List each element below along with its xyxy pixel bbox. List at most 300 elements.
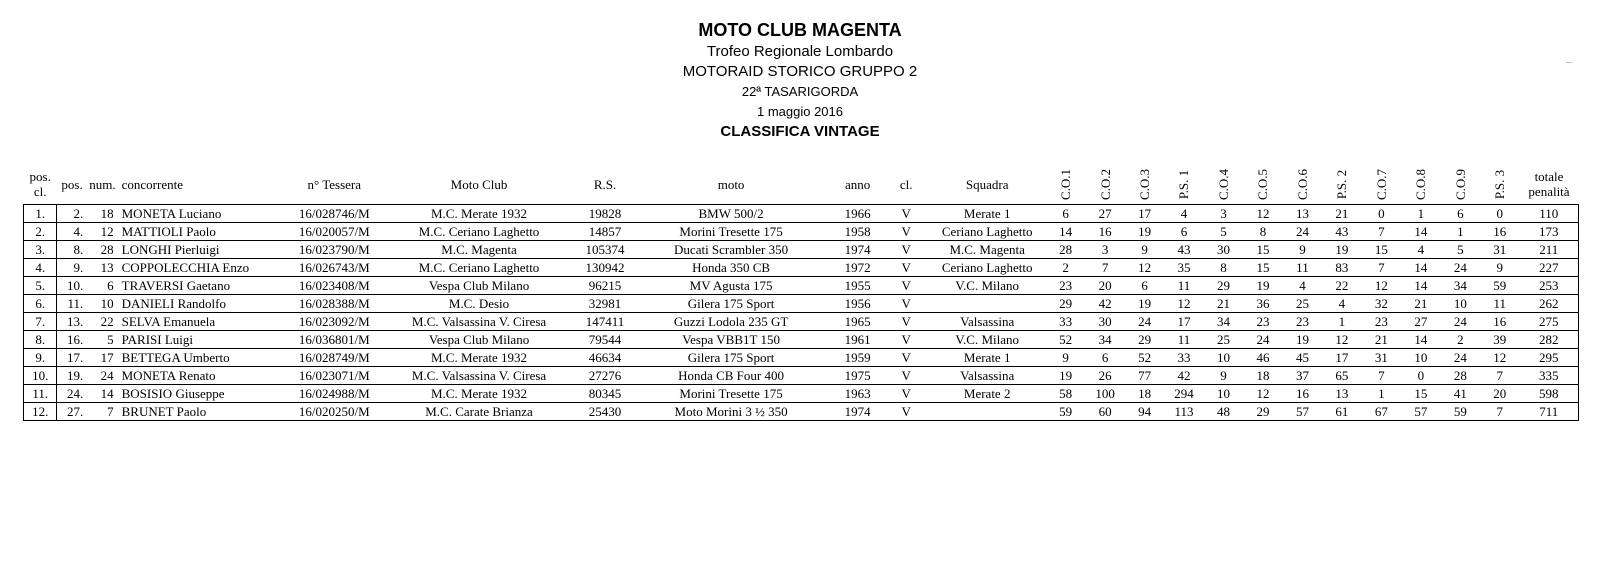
cell-co2: 6 [1085,349,1124,367]
cell-num: 13 [87,259,117,277]
cell-ps3: 39 [1480,331,1519,349]
cell-co6: 19 [1283,331,1322,349]
cell-co4: 30 [1204,241,1243,259]
cell-moto-club: M.C. Valsassina V. Ciresa [379,313,579,331]
cell-ps1: 12 [1164,295,1203,313]
cell-anno: 1955 [831,277,884,295]
edge-mark [1566,62,1572,63]
cell-rs: 32981 [579,295,631,313]
cell-ps3: 59 [1480,277,1519,295]
cell-anno: 1975 [831,367,884,385]
cell-pos-cl: 1. [24,205,57,223]
cell-co4: 8 [1204,259,1243,277]
cell-moto: Morini Tresette 175 [631,223,831,241]
cell-totale: 173 [1520,223,1579,241]
cell-ps2: 83 [1322,259,1361,277]
cell-co3: 12 [1125,259,1164,277]
cell-co9: 10 [1441,295,1480,313]
cell-moto-club: M.C. Merate 1932 [379,205,579,223]
cell-co3: 17 [1125,205,1164,223]
cell-pos-cl: 9. [24,349,57,367]
cell-totale: 253 [1520,277,1579,295]
cell-co9: 5 [1441,241,1480,259]
cell-co4: 25 [1204,331,1243,349]
cell-ps2: 43 [1322,223,1361,241]
col-co5: C.O.5 [1255,168,1271,200]
cell-ps1: 6 [1164,223,1203,241]
cell-moto-club: M.C. Ceriano Laghetto [379,259,579,277]
cell-co8: 14 [1401,223,1440,241]
col-co9: C.O.9 [1452,168,1468,200]
cell-ps3: 16 [1480,313,1519,331]
cell-co3: 94 [1125,403,1164,421]
cell-ps2: 13 [1322,385,1361,403]
cell-ps1: 113 [1164,403,1203,421]
cell-cl: V [884,241,929,259]
cell-tessera: 16/020250/M [290,403,379,421]
cell-co4: 34 [1204,313,1243,331]
col-co6: C.O.6 [1294,168,1310,200]
cell-co8: 14 [1401,277,1440,295]
cell-co7: 32 [1362,295,1401,313]
cell-anno: 1956 [831,295,884,313]
cell-co8: 14 [1401,331,1440,349]
cell-cl: V [884,331,929,349]
edition-subtitle: 22ª TASARIGORDA [741,84,859,99]
cell-ps2: 22 [1322,277,1361,295]
cell-co7: 15 [1362,241,1401,259]
cell-pos-cl: 5. [24,277,57,295]
classification-title: CLASSIFICA VINTAGE [720,123,880,140]
cell-co7: 7 [1362,223,1401,241]
cell-moto: MV Agusta 175 [631,277,831,295]
col-pos-cl: pos. cl. [29,169,51,199]
cell-ps2: 65 [1322,367,1361,385]
cell-num: 6 [87,277,117,295]
cell-anno: 1961 [831,331,884,349]
col-cl: cl. [899,176,913,192]
cell-ps1: 294 [1164,385,1203,403]
cell-ps1: 17 [1164,313,1203,331]
table-row [24,313,1579,331]
cell-squadra: V.C. Milano [928,331,1045,349]
table-row [24,241,1579,259]
cell-totale: 275 [1520,313,1579,331]
cell-co7: 67 [1362,403,1401,421]
cell-moto: Moto Morini 3 ½ 350 [631,403,831,421]
cell-co4: 21 [1204,295,1243,313]
table-header [24,164,1579,205]
cell-co3: 9 [1125,241,1164,259]
document-header [0,18,1600,142]
cell-tessera: 16/028749/M [290,349,379,367]
club-title: MOTO CLUB MAGENTA [698,20,902,40]
cell-co8: 0 [1401,367,1440,385]
col-co2: C.O.2 [1097,168,1113,200]
cell-ps2: 1 [1322,313,1361,331]
cell-tessera: 16/023790/M [290,241,379,259]
cell-cl: V [884,205,929,223]
cell-co3: 52 [1125,349,1164,367]
cell-ps2: 17 [1322,349,1361,367]
cell-totale: 282 [1520,331,1579,349]
cell-co7: 7 [1362,259,1401,277]
cell-num: 14 [87,385,117,403]
cell-cl: V [884,295,929,313]
cell-cl: V [884,367,929,385]
col-moto: moto [717,176,745,192]
cell-tessera: 16/028388/M [290,295,379,313]
cell-rs: 14857 [579,223,631,241]
cell-co3: 18 [1125,385,1164,403]
cell-ps2: 61 [1322,403,1361,421]
cell-anno: 1966 [831,205,884,223]
cell-moto: Honda 350 CB [631,259,831,277]
cell-ps3: 7 [1480,403,1519,421]
cell-co1: 58 [1046,385,1085,403]
cell-pos: 17. [57,349,87,367]
table-row [24,295,1579,313]
cell-pos: 9. [57,259,87,277]
cell-co5: 12 [1243,205,1282,223]
cell-co1: 52 [1046,331,1085,349]
cell-squadra: Merate 1 [928,205,1045,223]
col-concorrente: concorrente [121,176,183,192]
col-co4: C.O.4 [1216,168,1231,200]
cell-ps3: 7 [1480,367,1519,385]
cell-co6: 24 [1283,223,1322,241]
cell-pos-cl: 11. [24,385,57,403]
cell-co2: 16 [1085,223,1124,241]
cell-ps2: 4 [1322,295,1361,313]
cell-ps1: 33 [1164,349,1203,367]
cell-ps3: 0 [1480,205,1519,223]
cell-moto: Gilera 175 Sport [631,295,831,313]
cell-squadra [928,403,1045,421]
col-co1: C.O.1 [1058,168,1074,200]
col-co7: C.O.7 [1373,168,1389,200]
table-row [24,403,1579,421]
cell-moto: Honda CB Four 400 [631,367,831,385]
cell-num: 12 [87,223,117,241]
cell-squadra: Merate 2 [928,385,1045,403]
cell-co1: 14 [1046,223,1085,241]
col-totale: totale penalità [1528,169,1570,199]
cell-anno: 1965 [831,313,884,331]
cell-co3: 29 [1125,331,1164,349]
cell-concorrente: LONGHI Pierluigi [118,241,290,259]
cell-concorrente: SELVA Emanuela [118,313,290,331]
table-row [24,223,1579,241]
cell-concorrente: BOSISIO Giuseppe [118,385,290,403]
cell-co6: 13 [1283,205,1322,223]
cell-concorrente: COPPOLECCHIA Enzo [118,259,290,277]
cell-co1: 59 [1046,403,1085,421]
cell-co9: 41 [1441,385,1480,403]
cell-ps3: 12 [1480,349,1519,367]
cell-concorrente: MATTIOLI Paolo [118,223,290,241]
cell-concorrente: MONETA Renato [118,367,290,385]
cell-concorrente: MONETA Luciano [118,205,290,223]
table-row [24,259,1579,277]
cell-totale: 262 [1520,295,1579,313]
results-table [23,164,1579,421]
cell-co1: 29 [1046,295,1085,313]
cell-rs: 130942 [579,259,631,277]
cell-co4: 48 [1204,403,1243,421]
cell-co7: 1 [1362,385,1401,403]
cell-rs: 46634 [579,349,631,367]
cell-moto-club: M.C. Merate 1932 [379,385,579,403]
cell-pos-cl: 8. [24,331,57,349]
cell-co1: 23 [1046,277,1085,295]
cell-co1: 33 [1046,313,1085,331]
cell-co6: 9 [1283,241,1322,259]
cell-cl: V [884,259,929,277]
cell-moto-club: M.C. Carate Brianza [379,403,579,421]
cell-ps2: 21 [1322,205,1361,223]
cell-moto-club: M.C. Valsassina V. Ciresa [379,367,579,385]
cell-co2: 7 [1085,259,1124,277]
cell-co7: 31 [1362,349,1401,367]
cell-num: 18 [87,205,117,223]
cell-moto-club: M.C. Merate 1932 [379,349,579,367]
table-row [24,205,1579,223]
cell-tessera: 16/023071/M [290,367,379,385]
cell-co8: 10 [1401,349,1440,367]
cell-co4: 10 [1204,349,1243,367]
event-date: 1 maggio 2016 [756,104,843,119]
cell-co6: 37 [1283,367,1322,385]
cell-co5: 15 [1243,241,1282,259]
cell-co9: 59 [1441,403,1480,421]
cell-num: 7 [87,403,117,421]
cell-pos-cl: 4. [24,259,57,277]
cell-pos-cl: 2. [24,223,57,241]
col-rs: R.S. [593,176,617,192]
cell-co5: 19 [1243,277,1282,295]
cell-ps3: 11 [1480,295,1519,313]
cell-ps3: 20 [1480,385,1519,403]
cell-ps3: 16 [1480,223,1519,241]
cell-ps1: 4 [1164,205,1203,223]
cell-co5: 46 [1243,349,1282,367]
cell-rs: 80345 [579,385,631,403]
cell-ps1: 11 [1164,277,1203,295]
cell-co6: 4 [1283,277,1322,295]
cell-ps1: 35 [1164,259,1203,277]
cell-cl: V [884,313,929,331]
col-pos: pos. [61,176,83,192]
cell-moto-club: Vespa Club Milano [379,331,579,349]
cell-moto: Gilera 175 Sport [631,349,831,367]
table-body [24,205,1579,421]
cell-ps1: 11 [1164,331,1203,349]
cell-squadra: M.C. Magenta [928,241,1045,259]
col-moto-club: Moto Club [450,176,508,192]
cell-pos-cl: 10. [24,367,57,385]
cell-tessera: 16/024988/M [290,385,379,403]
cell-rs: 79544 [579,331,631,349]
cell-anno: 1959 [831,349,884,367]
cell-co2: 100 [1085,385,1124,403]
cell-co4: 9 [1204,367,1243,385]
cell-co9: 24 [1441,349,1480,367]
cell-moto-club: M.C. Ceriano Laghetto [379,223,579,241]
cell-rs: 27276 [579,367,631,385]
cell-ps1: 42 [1164,367,1203,385]
cell-num: 10 [87,295,117,313]
cell-rs: 96215 [579,277,631,295]
cell-squadra: Valsassina [928,367,1045,385]
col-anno: anno [844,176,871,192]
cell-totale: 335 [1520,367,1579,385]
col-ps3: P.S. 3 [1492,169,1508,199]
cell-co6: 11 [1283,259,1322,277]
cell-ps3: 31 [1480,241,1519,259]
cell-rs: 105374 [579,241,631,259]
cell-co8: 15 [1401,385,1440,403]
col-tessera: n° Tessera [307,176,362,192]
cell-co6: 45 [1283,349,1322,367]
cell-tessera: 16/023408/M [290,277,379,295]
cell-co2: 20 [1085,277,1124,295]
cell-squadra [928,295,1045,313]
cell-co2: 42 [1085,295,1124,313]
cell-rs: 25430 [579,403,631,421]
cell-co5: 12 [1243,385,1282,403]
table-row [24,349,1579,367]
cell-co7: 7 [1362,367,1401,385]
cell-co8: 1 [1401,205,1440,223]
cell-co9: 2 [1441,331,1480,349]
cell-moto: Morini Tresette 175 [631,385,831,403]
cell-co6: 25 [1283,295,1322,313]
cell-moto: Guzzi Lodola 235 GT [631,313,831,331]
cell-co9: 28 [1441,367,1480,385]
cell-co5: 15 [1243,259,1282,277]
cell-moto: BMW 500/2 [631,205,831,223]
cell-totale: 711 [1520,403,1579,421]
cell-cl: V [884,223,929,241]
cell-totale: 295 [1520,349,1579,367]
cell-co1: 28 [1046,241,1085,259]
cell-co4: 5 [1204,223,1243,241]
cell-ps2: 19 [1322,241,1361,259]
cell-co6: 23 [1283,313,1322,331]
table-row [24,277,1579,295]
col-squadra: Squadra [965,176,1009,192]
cell-co8: 57 [1401,403,1440,421]
cell-co4: 3 [1204,205,1243,223]
cell-squadra: Merate 1 [928,349,1045,367]
cell-tessera: 16/028746/M [290,205,379,223]
cell-co5: 29 [1243,403,1282,421]
cell-pos: 24. [57,385,87,403]
cell-co2: 60 [1085,403,1124,421]
cell-tessera: 16/036801/M [290,331,379,349]
cell-squadra: Ceriano Laghetto [928,259,1045,277]
cell-co2: 3 [1085,241,1124,259]
cell-pos-cl: 6. [24,295,57,313]
cell-co9: 24 [1441,313,1480,331]
cell-pos: 10. [57,277,87,295]
cell-co2: 34 [1085,331,1124,349]
cell-totale: 598 [1520,385,1579,403]
cell-co5: 24 [1243,331,1282,349]
cell-co8: 4 [1401,241,1440,259]
table-row [24,385,1579,403]
cell-anno: 1974 [831,403,884,421]
col-co8: C.O.8 [1413,168,1429,200]
cell-rs: 147411 [579,313,631,331]
cell-co2: 27 [1085,205,1124,223]
cell-tessera: 16/023092/M [290,313,379,331]
cell-totale: 110 [1520,205,1579,223]
cell-concorrente: TRAVERSI Gaetano [118,277,290,295]
cell-pos: 27. [57,403,87,421]
cell-ps3: 9 [1480,259,1519,277]
cell-cl: V [884,349,929,367]
cell-num: 17 [87,349,117,367]
cell-ps1: 43 [1164,241,1203,259]
cell-co4: 29 [1204,277,1243,295]
cell-co9: 34 [1441,277,1480,295]
cell-pos: 13. [57,313,87,331]
cell-co6: 16 [1283,385,1322,403]
table-row [24,331,1579,349]
trofeo-subtitle: Trofeo Regionale Lombardo [706,43,894,60]
cell-pos-cl: 3. [24,241,57,259]
cell-anno: 1963 [831,385,884,403]
cell-co8: 21 [1401,295,1440,313]
cell-co8: 27 [1401,313,1440,331]
table-row [24,367,1579,385]
cell-squadra: Valsassina [928,313,1045,331]
cell-pos: 11. [57,295,87,313]
cell-co8: 14 [1401,259,1440,277]
cell-co3: 19 [1125,223,1164,241]
cell-cl: V [884,277,929,295]
cell-co1: 9 [1046,349,1085,367]
col-ps1: P.S. 1 [1176,169,1192,199]
cell-co3: 6 [1125,277,1164,295]
cell-cl: V [884,403,929,421]
cell-anno: 1958 [831,223,884,241]
cell-co1: 2 [1046,259,1085,277]
cell-co9: 6 [1441,205,1480,223]
cell-co3: 19 [1125,295,1164,313]
cell-anno: 1974 [831,241,884,259]
cell-pos: 16. [57,331,87,349]
cell-anno: 1972 [831,259,884,277]
cell-co7: 12 [1362,277,1401,295]
cell-squadra: Ceriano Laghetto [928,223,1045,241]
cell-num: 22 [87,313,117,331]
cell-co9: 24 [1441,259,1480,277]
cell-co3: 77 [1125,367,1164,385]
cell-num: 5 [87,331,117,349]
cell-co3: 24 [1125,313,1164,331]
cell-tessera: 16/020057/M [290,223,379,241]
cell-cl: V [884,385,929,403]
cell-co5: 18 [1243,367,1282,385]
cell-moto-club: M.C. Desio [379,295,579,313]
cell-num: 28 [87,241,117,259]
cell-co6: 57 [1283,403,1322,421]
cell-concorrente: BRUNET Paolo [118,403,290,421]
cell-tessera: 16/026743/M [290,259,379,277]
